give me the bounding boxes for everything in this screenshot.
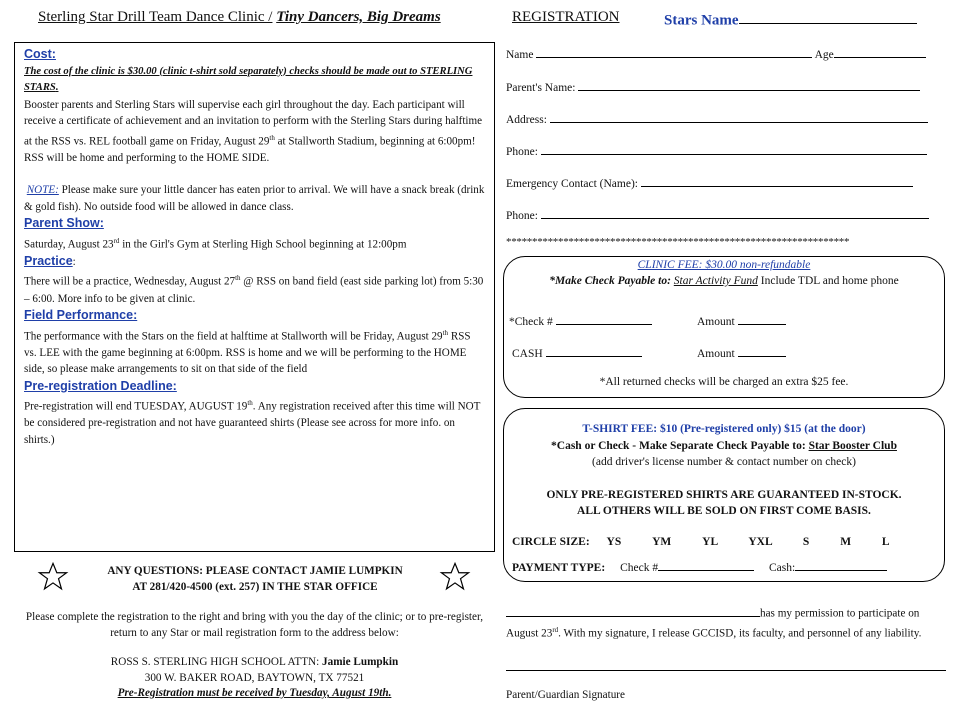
payment-check-line[interactable] (658, 559, 754, 571)
phone-line[interactable] (541, 143, 927, 155)
tshirt-fee-box (503, 408, 945, 582)
permission-statement: has my permission to participate on August 23rd. With my signature, I release GCCISD, its faculty, and personnel of any liability. (506, 605, 952, 641)
contact-line-1: ANY QUESTIONS: PLEASE CONTACT JAMIE LUMPKIN (107, 565, 403, 577)
deadline-note: Pre-Registration must be received by Tuesday, August 19th. (117, 687, 392, 699)
address-label: Address: (506, 113, 547, 126)
amount-label: Amount (697, 315, 735, 328)
returned-checks-note: *All returned checks will be charged an extra $25 fee. (599, 376, 849, 388)
phone-label: Phone: (506, 145, 538, 158)
practice-text: There will be a practice, Wednesday, August 27th @ RSS on band field (east side parking lot) from 5:30 – 6:00. More info to be given at clinic. (24, 274, 484, 305)
phone-field[interactable] (506, 143, 927, 158)
emergency-phone-label: Phone: (506, 209, 538, 222)
field-performance-text: The performance with the Stars on the field at halftime at Stallworth will be Friday, August 29th RSS vs. LEE with the game beginning at 6:00pm. RSS is home and we will be performing to the HOME side, so please make arrangements to sit on that side of the field (24, 328, 471, 376)
tshirt-fee-title: T-SHIRT FEE: $10 (Pre-registered only) $15 (at the door) (582, 423, 866, 435)
practice-heading: Practice (24, 253, 73, 268)
circle-size-label: CIRCLE SIZE: (512, 536, 590, 548)
registration-label: REGISTRATION (512, 9, 620, 25)
pre-registration-text: Pre-registration will end TUESDAY, AUGUST 19th. Any registration received after this time will NOT be considered pre-registration and not have guaranteed shirts (Please see across for more info. on shirts.) (24, 399, 481, 446)
size-option[interactable]: YM (652, 536, 672, 548)
name-line[interactable] (536, 46, 812, 58)
contact-line-2: AT 281/420-4500 (ext. 257) IN THE STAR OFFICE (132, 581, 378, 593)
clinic-amount-field[interactable] (697, 313, 786, 328)
age-label: Age (814, 48, 834, 61)
field-performance-heading: Field Performance: (24, 308, 138, 323)
emergency-phone-field[interactable] (506, 207, 929, 222)
note-label: NOTE: (26, 184, 59, 197)
shirt-guarantee: ONLY PRE-REGISTERED SHIRTS ARE GUARANTEED IN-STOCK. ALL OTHERS WILL BE SOLD ON FIRST COME BASIS. (546, 489, 902, 517)
payment-cash-line[interactable] (795, 559, 887, 571)
clinic-fee-box (503, 256, 945, 398)
payment-check-label: Check # (620, 561, 659, 574)
mailing-address: ROSS S. STERLING HIGH SCHOOL ATTN: Jamie Lumpkin 300 W. BAKER ROAD, BAYTOWN, TX 77521 Pre-Registration must be received by Tuesday, August 19th. (14, 655, 495, 702)
parent-name-line[interactable] (578, 79, 920, 91)
cash-line[interactable] (546, 345, 642, 357)
clinic-fee-payable: *Make Check Payable to: Star Activity Fund Include TDL and home phone (549, 275, 899, 287)
note-paragraph: NOTE: Please make sure your little dancer has eaten prior to arrival. We will have a snack break (drink & gold fish). No outside food will be allowed in dance class. (24, 184, 485, 213)
cash-label: CASH (512, 347, 543, 360)
stars-name-line[interactable] (739, 9, 917, 24)
size-option[interactable]: L (881, 536, 890, 548)
check-label: *Check # (509, 315, 553, 328)
clinic-subtitle: Tiny Dancers, Big Dreams (276, 9, 441, 25)
address-field[interactable] (506, 111, 928, 126)
signature-line[interactable] (506, 670, 946, 671)
size-selector (512, 536, 890, 548)
contact-info (60, 563, 450, 595)
payment-type-label: PAYMENT TYPE: (512, 561, 606, 574)
clinic-amount2-field[interactable] (697, 345, 786, 360)
divider-asterisks: ****************************************************************** (506, 236, 850, 248)
parent-show-text: Saturday, August 23rd in the Girl's Gym at Sterling High School beginning at 12:00pm (24, 236, 407, 251)
cost-italic: The cost of the clinic is $30.00 (clinic t-shirt sold separately) checks should be made out to STERLING STARS. (24, 65, 473, 93)
emergency-contact-line[interactable] (641, 175, 913, 187)
clinic-fee-title: CLINIC FEE: $30.00 non-refundable (637, 259, 811, 271)
name-field[interactable] (506, 46, 926, 61)
name-label: Name (506, 48, 534, 61)
parent-name-field[interactable] (506, 79, 920, 94)
size-option[interactable]: YL (702, 536, 718, 548)
info-box: Cost: The cost of the clinic is $30.00 (clinic t-shirt sold separately) checks should be made out to STERLING STARS. Booster parents and Sterling Stars will supervise each girl throughout the day. Each participant will receive a certificate of achievement and an invitation to perform with the Sterling Stars during halftime at the RSS vs. REL football game on Friday, August 29th at Stallworth Stadium, beginning at 6:00pm! RSS will be home and performing to the HOME SIDE. NOTE: Please make sure your little dancer has eaten prior to arrival. We will have a snack break (drink & gold fish). No outside food will be allowed in dance class. Parent Show: Saturday, August 23rd in the Girl's Gym at Sterling High School beginning at 12:00pm Practice: There will be a practice, Wednesday, August 27th @ RSS on band field (east side parking lot) from 5:30 – 6:00. More info to be given at clinic. Field Performance: The performance with the Stars on the field at halftime at Stallworth will be Friday, August 29th RSS vs. LEE with the game beginning at 6:00pm. RSS is home and we will be performing to the HOME side, so please make arrangements to sit on that side of the field Pre-registration Deadline: Pre-registration will end TUESDAY, AUGUST 19th. Any registration received after this time will NOT be considered pre-registration and not have guaranteed shirts (Please see across for more info. on shirts.) (14, 42, 495, 552)
emergency-phone-line[interactable] (541, 207, 929, 219)
amount-line[interactable] (738, 345, 786, 357)
clinic-title: Sterling Star Drill Team Dance Clinic / (38, 9, 273, 25)
amount-line[interactable] (738, 313, 786, 325)
clinic-check-field[interactable] (509, 313, 652, 328)
parent-name-label: Parent's Name: (506, 81, 576, 94)
parent-show-heading: Parent Show: (24, 216, 104, 231)
license-note: (add driver's license number & contact number on check) (592, 456, 856, 468)
size-option[interactable]: YXL (748, 536, 773, 548)
cost-body: Booster parents and Sterling Stars will supervise each girl throughout the day. Each participant will receive a certificate of achievement and an invitation to perform with the Sterling Stars during halftime at the RSS vs. REL football game on Friday, August 29th at Stallworth Stadium, beginning at 6:00pm! RSS will be home and performing to the HOME SIDE. (24, 98, 483, 164)
instructions: Please complete the registration to the right and bring with you the day of the clinic; or to pre-register, return to any Star or mail registration form to the address below: (25, 611, 484, 639)
payment-type-row (512, 559, 887, 574)
page-title (38, 9, 441, 26)
signature-label: Parent/Guardian Signature (506, 689, 625, 701)
pre-registration-heading: Pre-registration Deadline: (24, 378, 177, 393)
address-line[interactable] (550, 111, 928, 123)
clinic-cash-field[interactable] (512, 345, 642, 360)
amount-label: Amount (697, 347, 735, 360)
age-line[interactable] (834, 46, 926, 58)
check-number-line[interactable] (556, 313, 652, 325)
stars-name-field[interactable] (664, 9, 917, 29)
emergency-contact-label: Emergency Contact (Name): (506, 177, 638, 190)
size-option[interactable]: M (840, 536, 852, 548)
size-option[interactable]: YS (606, 536, 622, 548)
participant-name-line[interactable] (506, 605, 760, 617)
payment-cash-label: Cash: (768, 561, 796, 574)
tshirt-payable: *Cash or Check - Make Separate Check Payable to: Star Booster Club (551, 440, 897, 452)
emergency-contact-field[interactable] (506, 175, 913, 190)
size-option[interactable]: S (802, 536, 810, 548)
cost-heading: Cost: (24, 47, 56, 61)
stars-name-label: Stars Name (664, 12, 739, 29)
